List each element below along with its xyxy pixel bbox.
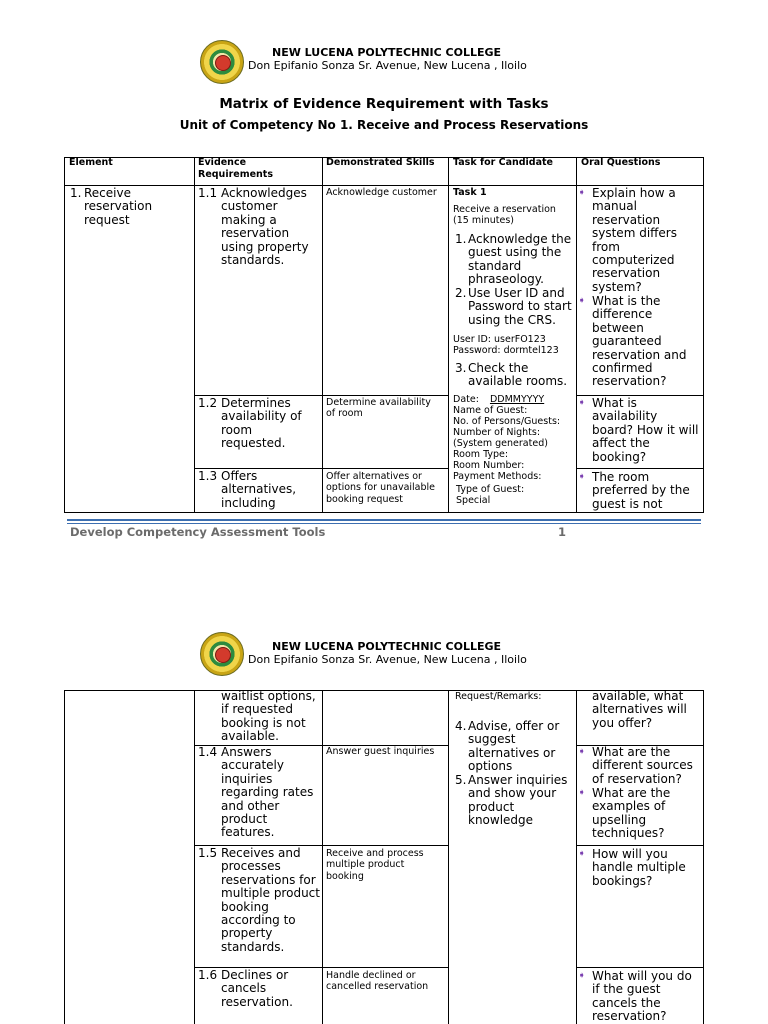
question-2: ➧ What is the difference between guaranteed reservation and confirmed reservation? (578, 294, 687, 389)
question-3: ➧ What is availability board? How it will affect the booking? (578, 396, 699, 464)
task-field-guest-name: Name of Guest: (453, 405, 528, 416)
question-4-cont: available, what alternatives will you offer? (592, 689, 687, 730)
page-title: Matrix of Evidence Requirement with Tasks (219, 96, 549, 112)
question-8: ➧ What will you do if the guest cancels the reservation? (578, 969, 692, 1024)
question-1: ➧ Explain how a manual reservation system differs from computerized reservation system? (578, 186, 677, 294)
task-date: Date: DDMMYYYY (453, 394, 545, 405)
college-logo (200, 40, 244, 84)
element-item: 1. Receive reservation request (70, 186, 153, 227)
bullet-arrow-icon: ➧ (578, 398, 586, 408)
evidence-1-6: 1.6 Declines or cancels reservation. (198, 968, 293, 1009)
task-user-id: User ID: userFO123 (453, 334, 546, 345)
task-field-persons: No. of Persons/Guests: (453, 416, 561, 427)
college-address: Don Epifanio Sonza Sr. Avenue, New Lucena , Iloilo (248, 59, 527, 72)
bullet-arrow-icon: ➧ (578, 849, 586, 859)
evidence-1-4: 1.4 Answers accurately inquiries regarding rates and other product features. (198, 745, 314, 840)
bullet-arrow-icon: ➧ (578, 747, 586, 757)
evidence-1-1: 1.1 Acknowledges customer making a reservation using property standards. (198, 186, 309, 268)
page-subtitle: Unit of Competency No 1. Receive and Process Reservations (179, 118, 589, 132)
bullet-arrow-icon: ➧ (578, 296, 586, 306)
task-step-3: 3. Check the available rooms. (455, 361, 568, 389)
question-5: ➧ What are the different sources of reservation? (578, 745, 693, 786)
skill-inquiries: Answer guest inquiries (326, 746, 435, 757)
evidence-1-3-cont: waitlist options, if requested booking is not available. (221, 689, 316, 744)
task-step-5: 5. Answer inquiries and show your product knowledge (455, 773, 568, 828)
bullet-arrow-icon: ➧ (578, 788, 586, 798)
evidence-1-2: 1.2 Determines availability of room requested. (198, 396, 302, 451)
header-skills: Demonstrated Skills (326, 157, 435, 168)
footer-text: Develop Competency Assessment Tools (70, 525, 326, 539)
bullet-arrow-icon: ➧ (578, 971, 586, 981)
college-name: NEW LUCENA POLYTECHNIC COLLEGE (272, 46, 502, 59)
task-step-4: 4. Advise, offer or suggest alternatives or options (455, 719, 560, 774)
question-4: ➧ The room preferred by the guest is not (578, 470, 690, 511)
college-address-p2: Don Epifanio Sonza Sr. Avenue, New Lucena , Iloilo (248, 653, 527, 666)
college-logo (200, 632, 244, 676)
header-questions: Oral Questions (581, 157, 661, 168)
task-password: Password: dormtel123 (453, 345, 559, 356)
skill-availability: Determine availability of room (326, 397, 431, 420)
skill-acknowledge: Acknowledge customer (326, 187, 437, 198)
task-field-room-type: Room Type: (453, 449, 509, 460)
task-field-special: Special (453, 495, 491, 506)
college-name-p2: NEW LUCENA POLYTECHNIC COLLEGE (272, 640, 502, 653)
task-intro: Receive a reservation (15 minutes) (453, 204, 556, 227)
skill-declined: Handle declined or cancelled reservation (326, 970, 429, 993)
task-step-1: 1. Acknowledge the guest using the standard phraseology. (455, 232, 572, 287)
task-title: Task 1 (453, 187, 487, 198)
task-step-2: 2. Use User ID and Password to start using the CRS. (455, 286, 572, 327)
task-remarks: Request/Remarks: (455, 691, 542, 702)
task-field-room-number: Room Number: (453, 460, 525, 471)
header-task: Task for Candidate (453, 157, 553, 168)
task-field-nights: Number of Nights: (453, 427, 541, 438)
skill-alternatives: Offer alternatives or options for unavailable booking request (326, 471, 436, 505)
task-field-payment: Payment Methods: (453, 471, 542, 482)
bullet-arrow-icon: ➧ (578, 472, 586, 482)
question-7: ➧ How will you handle multiple bookings? (578, 847, 686, 888)
footer-page-number: 1 (558, 525, 567, 539)
task-field-guest-type: Type of Guest: (453, 484, 525, 495)
evidence-1-5: 1.5 Receives and processes reservations for multiple product booking according to property standards. (198, 846, 320, 954)
header-element: Element (69, 157, 113, 168)
skill-multiple-booking: Receive and process multiple product booking (326, 848, 424, 882)
task-field-system: (System generated) (453, 438, 548, 449)
question-6: ➧ What are the examples of upselling techniques? (578, 786, 671, 841)
evidence-1-3: 1.3 Offers alternatives, including (198, 469, 297, 510)
header-evidence: Evidence Requirements (198, 157, 274, 180)
footer-rule (67, 519, 701, 521)
bullet-arrow-icon: ➧ (578, 188, 586, 198)
